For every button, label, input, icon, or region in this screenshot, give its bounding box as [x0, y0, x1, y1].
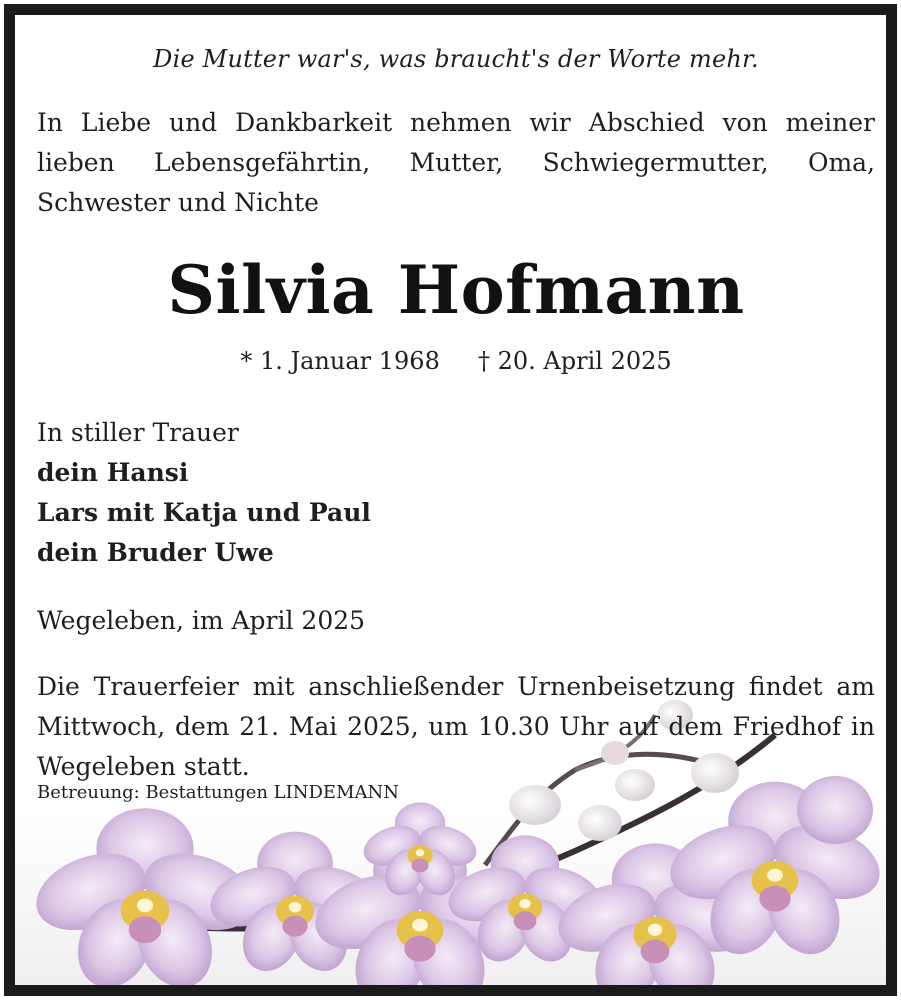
intro-text: In Liebe und Dankbarkeit nehmen wir Abschied von meiner lieben Lebensgefährtin, Mutter, Schwiegermutter, Oma, Schwester und Nichte [37, 108, 875, 217]
mourner-name: dein Bruder Uwe [37, 538, 274, 567]
funeral-service: Betreuung: Bestattungen LINDEMANN [37, 782, 399, 803]
motto-quote: Die Mutter war's, was braucht's der Worte mehr. [153, 45, 759, 73]
mourners-block [37, 413, 875, 573]
death-date: † 20. April 2025 [478, 347, 672, 375]
funeral-info: Die Trauerfeier mit anschließender Urnenbeisetzung findet am Mittwoch, dem 21. Mai 2025, um 10.30 Uhr auf dem Friedhof in Wegeleben statt. [37, 672, 875, 781]
mourner-name: Lars mit Katja und Paul [37, 498, 371, 527]
life-dates [37, 347, 875, 375]
deceased-name: Silvia Hofmann [167, 251, 745, 329]
mourning-intro: In stiller Trauer [37, 418, 239, 447]
mourner-name: dein Hansi [37, 458, 189, 487]
birth-date: * 1. Januar 1968 [240, 347, 440, 375]
obituary-frame [4, 4, 897, 996]
place-date: Wegeleben, im April 2025 [37, 606, 366, 635]
